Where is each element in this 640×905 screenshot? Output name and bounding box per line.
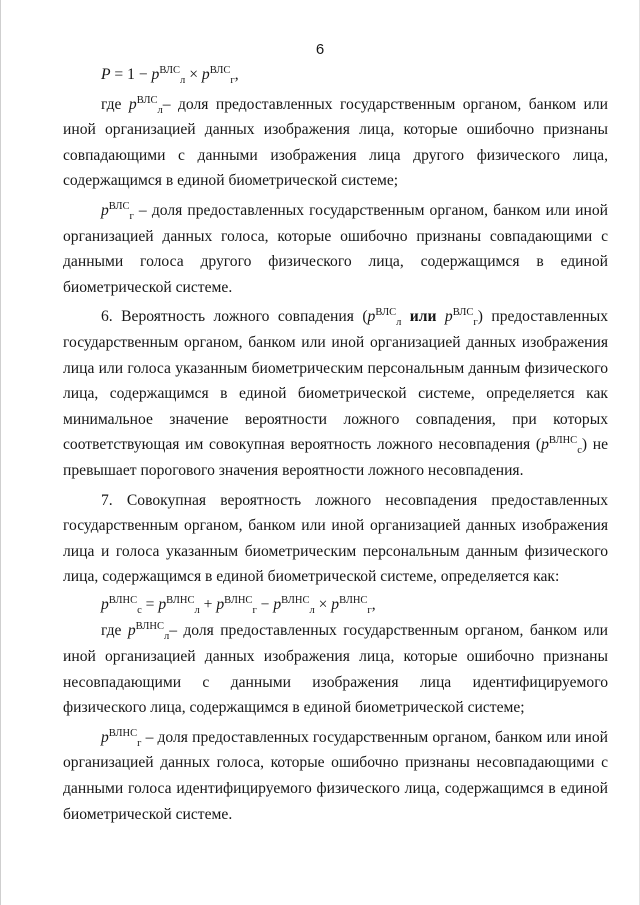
clause-7: 7. Совокупная вероятность ложного несовпадения предоставленных государственным органом, банком или иной организацией данных изображения лица и голоса указанным биометрическим персональным данным физического лица, содержащимся в единой биометрической системе, определяется как:	[63, 491, 608, 586]
clause-6: 6. Вероятность ложного совпадения ($p^{ВЛС}_л$ или $p^{ВЛС}_г$) предоставленных государственным органом, банком или иной организацией данных изображения лица или голоса указанным биометрическим персональным данным физического лица, содержащимся в единой биометрической системе, определяется как минимальное значение вероятности ложного совпадения, при которых соответствующая им совокупная вероятность ложного несовпадения $(p^{ВЛНС}_с)$ не превышает порогового значения вероятности ложного несовпадения.	[63, 307, 608, 479]
formula-term: $p^{ВЛНС}_с$	[101, 594, 142, 616]
formula-term: $p^{ВЛНС}_г$	[331, 594, 372, 616]
formula-lhs: P	[101, 66, 111, 83]
formula-term: $p^{ВЛС}_г$	[201, 64, 235, 87]
formula-false-match: $P = 1 - p^{ВЛС}_л \times p^{ВЛС}_г$,	[101, 64, 239, 87]
formula-term: $p^{ВЛНС}_г$	[101, 727, 142, 749]
clause-number: 6.	[101, 308, 113, 326]
definition-voice-false-non-match: $p^{ВЛНС}_г$ – доля предоставленных государственным органом, банком или иной организацией данных голоса, которые ошибочно признаны несовпадающими с данными голоса идентифицируемого физического лица, содержащимся в единой биометрической системе.	[63, 727, 608, 823]
definition-face-false-non-match: где $p^{ВЛНС}_л-$ доля предоставленных государственным органом, банком или иной организацией данных изображения лица, которые ошибочно признаны несовпадающими с данными изображения лица идентифицируемого физического лица, содержащимся в единой биометрической системе;	[63, 621, 609, 717]
definition-voice-false-match: $p^{ВЛС}_г$ – доля предоставленных государственным органом, банком или иной организацией данных голоса, которые ошибочно признаны совпадающими с данными голоса другого физического лица, содержащимся в единой биометрической системе.	[63, 200, 608, 296]
definition-face-false-match: где $p^{ВЛС}_л-$ доля предоставленных государственным органом, банком или иной организацией данных изображения лица, которые ошибочно признаны совпадающими с данными изображения лица другого физического лица, содержащимся в единой биометрической системе;	[63, 94, 608, 190]
formula-term: $p^{ВЛС}_л$	[151, 64, 186, 87]
formula-term: $p^{ВЛНС}_л$	[158, 594, 200, 616]
formula-term: $p^{ВЛС}_г$	[444, 307, 478, 329]
formula-term: $p^{ВЛС}_л$	[128, 94, 163, 116]
formula-false-non-match: $p^{ВЛНС}_с = p^{ВЛНС}_л + p^{ВЛНС}_г - p^{ВЛНС}_л \times p^{ВЛНС}_г$,	[101, 594, 376, 616]
formula-term: $p^{ВЛНС}_л$	[273, 594, 315, 616]
formula-term: $p^{ВЛНС}_с$	[541, 435, 582, 457]
document-body	[63, 60, 608, 827]
page-number: 6	[315, 41, 325, 58]
formula-term: $p^{ВЛС}_л$	[367, 307, 402, 329]
formula-term: $p^{ВЛНС}_г$	[216, 594, 257, 616]
clause-number: 7.	[101, 491, 113, 509]
formula-term: $p^{ВЛНС}_л$	[127, 621, 170, 643]
formula-term: $p^{ВЛС}_г$	[101, 200, 134, 223]
